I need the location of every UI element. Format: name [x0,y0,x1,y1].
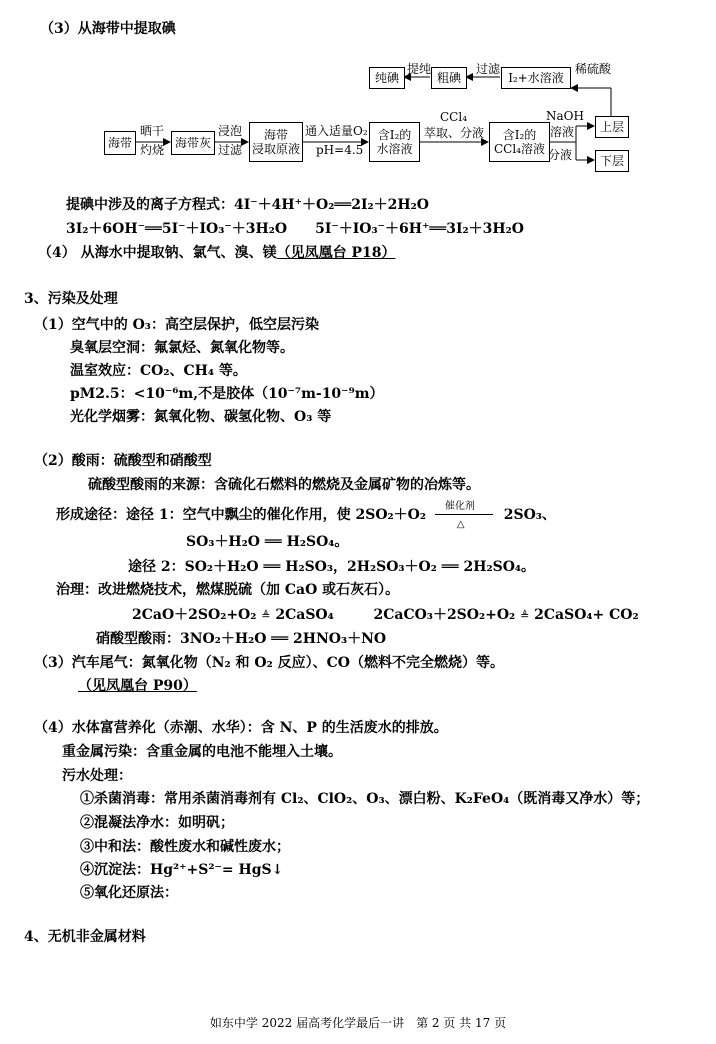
node-i2-water-box: I₂+水溶液 [501,67,571,89]
node-chundian: 纯碘 [369,67,405,89]
treat-eq2-heat: ≜ [520,609,530,622]
label-shaigan: 晒干 [140,124,165,138]
node-i2-water-line1: 含I₂的 [377,128,412,142]
page-footer: 如东中学 2022 届高考化学最后一讲 第 2 页 共 17 页 [209,1016,507,1030]
treat-eq1-products: 2CaSO₄ [275,607,334,623]
photochemical-smog: 光化学烟雾：氮氧化物、碳氢化物、O₃ 等 [70,409,332,425]
node-haidaihui: 海带灰 [171,131,215,155]
treat-eq2-products: 2CaSO₄+ CO₂ [534,607,639,623]
eutrophication: （4）水体富营养化（赤潮、水华）：含 N、P 的生活废水的排放。 [34,720,448,736]
label-ph: pH=4.5 [316,143,364,157]
route-1-product: 2SO₃、 [503,507,556,523]
heat-symbol: △ [456,519,465,530]
ozone-hole: 臭氧层空洞：氟氯烃、氮氧化物等。 [70,340,294,356]
route-1 [56,501,556,530]
node-haidai: 海带 [104,131,136,155]
iodine-equation-1: 提碘中涉及的离子方程式：4I⁻＋4H⁺＋O₂══2I₂＋2H₂O [66,197,429,213]
treat-eq1-heat: ≜ [261,609,271,622]
sewage-item-3: ③中和法：酸性废水和碱性废水； [80,839,290,855]
sewage-item-4: ④沉淀法：Hg²⁺+S²⁻= HgS↓ [80,862,284,878]
label-xiliusuan: 稀硫酸 [575,62,612,76]
sewage-item-1: ①杀菌消毒：常用杀菌消毒剂有 Cl₂、ClO₂、O₃、漂白粉、K₂FeO₄（既消毒又净水）等； [80,791,650,807]
node-cudian: 粗碘 [431,67,467,89]
node-i2-ccl4 [489,122,550,162]
acid-rain-heading: （2）酸雨：硫酸型和硝酸型 [34,453,212,469]
node-i2-water-line2: 水溶液 [376,142,413,156]
node-i2-water [369,122,420,162]
treatment: 治理：改进燃烧技术，燃煤脱硫（加 CaO 或石灰石）。 [56,582,400,598]
acid-rain-source: 硫酸型酸雨的来源：含硫化石燃料的燃烧及金属矿物的冶炼等。 [88,477,480,493]
node-jinquyuanye-line2: 浸取原液 [251,142,300,156]
label-guolv2: 过滤 [476,62,501,76]
label-guolv1: 过滤 [218,143,243,157]
sewage-treatment: 污水处理： [62,768,132,784]
heavy-metal: 重金属污染：含重金属的电池不能埋入土壤。 [62,744,342,760]
node-i2-ccl4-line1: 含I₂的 [502,128,537,142]
sewage-item-5: ⑤氧化还原法： [80,885,178,901]
node-shangceng: 上层 [595,116,629,138]
route-1-b: SO₃＋H₂O ══ H₂SO₄。 [186,534,349,550]
nitric-acid-rain: 硝酸型酸雨：3NO₂＋H₂O ══ 2HNO₃＋NO [96,631,387,647]
equilibrium-arrow [435,514,493,515]
sewage-item-2: ②混凝法净水：如明矾； [80,815,234,831]
item4-text: （4） 从海水中提取钠、氯气、溴、镁 [38,245,277,261]
item4-line [38,244,396,262]
label-tichun: 提纯 [407,62,432,76]
section-4-title: 4、无机非金属材料 [24,929,146,945]
treat-eq2-reactants: 2CaCO₃＋2SO₂+O₂ [373,607,516,623]
label-ccl4: CCl₄ [440,110,468,124]
label-naoh: NaOH [546,109,584,123]
route-2: 途径 2：SO₂＋H₂O ══ H₂SO₃，2H₂SO₃＋O₂ ══ 2H₂SO₄。 [128,559,536,575]
node-i2-ccl4-line2: CCl₄溶液 [493,142,545,156]
section-3-title: 3、污染及处理 [24,291,118,307]
pm25: pM2.5：<10⁻⁶m,不是胶体（10⁻⁷m-10⁻⁹m） [70,386,384,402]
o3-heading: （1）空气中的 O₃：高空层保护，低空层污染 [34,317,319,333]
car-exhaust-reference: （见凤凰台 P90） [78,678,197,694]
item4-reference: （见凤凰台 P18） [276,245,396,261]
label-fenye: 分液 [548,148,573,162]
car-exhaust: （3）汽车尾气：氮氧化物（N₂ 和 O₂ 反应）、CO（燃料不完全燃烧）等。 [34,655,504,671]
catalyst-label: 催化剂 [444,501,475,512]
label-rongye: 溶液 [550,125,575,139]
iodine-equation-2: 3I₂＋6OH⁻══5I⁻＋IO₃⁻＋3H₂O 5I⁻＋IO₃⁻＋6H⁺══3I₂＋3H₂O [66,221,524,237]
treatment-equations [132,606,639,625]
section-heading: （3）从海带中提取碘 [40,21,176,37]
node-xiaceng: 下层 [595,150,629,172]
node-jinquyuanye [249,122,303,162]
label-zhuoshao: 灼烧 [140,143,165,157]
label-tongru: 通入适量O₂ [305,124,368,138]
catalyst-condition [431,501,499,530]
label-cuiqu: 萃取、分液 [424,126,485,140]
route-1-text: 形成途径：途径 1：空气中飘尘的催化作用，使 2SO₂＋O₂ [56,507,426,523]
node-jinquyuanye-line1: 海带 [263,128,288,142]
treat-eq1-reactants: 2CaO＋2SO₂+O₂ [132,607,257,623]
label-jinpao: 浸泡 [218,124,243,138]
greenhouse: 温室效应：CO₂、CH₄ 等。 [70,363,247,379]
